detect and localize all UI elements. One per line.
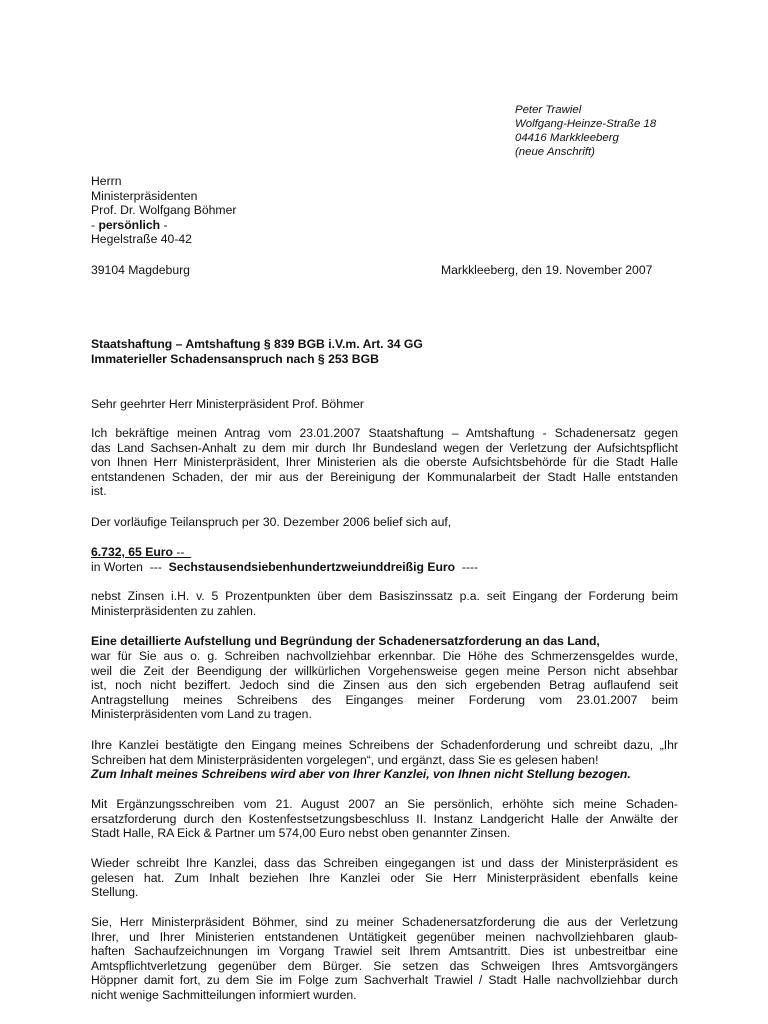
text-line: Schreiben hat dem Ministerpräsidenten vorgelegen“, und ergänzt, dass Sie es gelesen haben! xyxy=(91,752,599,767)
text-line: Ihre Kanzlei bestätigte den Eingang meines Schreibens der Schadenforderung und schreibt dazu, „Ihr xyxy=(91,738,678,752)
text-line: ist, noch nicht beziffert. Jedoch sind die Zinsen aus den sich ergebenden Betrag auflaufend seit xyxy=(91,678,678,693)
amount-words: Sechstausendsiebenhundertzweiunddreißig Euro xyxy=(168,559,456,574)
recipient-address xyxy=(91,174,236,247)
text-line: das Land Sachsen-Anhalt zu dem mir durch Ihr Bundesland wegen der Verletzung der Aufsichtspflicht xyxy=(91,440,678,455)
text-line: haften Sachaufzeichnungen im Vorgang Trawiel seit Ihrem Amtsantritt. Dies ist unbestreitbar eine xyxy=(91,944,678,959)
text-line: Mit Ergänzungsschreiben vom 21. August 2007 an Sie persönlich, erhöhte sich meine Schaden- xyxy=(91,797,678,811)
date-line: Markkleeberg, den 19. November 2007 xyxy=(441,263,653,277)
paragraph-request xyxy=(91,426,678,499)
text-line: Ihrer, und Ihrer Ministerien entstandenen Untätigkeit gegenüber meinen nachvollziehbaren glaub- xyxy=(91,929,678,944)
recipient-street: Hegelstraße 40-42 xyxy=(91,232,192,247)
text-line: ist. xyxy=(91,484,107,499)
text-line: Stadt Halle, RA Eick & Partner um 574,00 Euro nebst oben genannter Zinsen. xyxy=(91,826,511,841)
text-line: Wieder schreibt Ihre Kanzlei, dass das Schreiben eingegangen ist und dass der Ministerpräsident es xyxy=(91,856,678,870)
chancellery-emphasis: Zum Inhalt meines Schreibens wird aber von Ihrer Kanzlei, von Ihnen nicht Stellung bezogen. xyxy=(91,767,631,782)
amount-figure-line xyxy=(91,545,678,560)
claim-intro: Der vorläufige Teilanspruch per 30. Dezember 2006 belief sich auf, xyxy=(91,515,452,529)
subject-line-1: Staatshaftung – Amtshaftung § 839 BGB i.V.m. Art. 34 GG xyxy=(91,337,423,351)
text-line: war für Sie aus o. g. Schreiben nachvollziehbar erkennbar. Die Höhe des Schmerzensgeldes wurde, xyxy=(91,649,678,663)
amount-figure-suffix: -- xyxy=(172,545,192,559)
recipient-office: Ministerpräsidenten xyxy=(91,188,198,203)
text-line: von Ihnen Herr Ministerpräsident, Ihrer Ministerien als die oberste Aufsichtsbehörde für die Stadt Halle xyxy=(91,455,678,470)
text-line: ersatzforderung durch den Kostenfestsetzungsbeschluss II. Instanz Landgericht Halle der Anwälte der xyxy=(91,811,678,826)
text-line: Höppner damit fort, zu dem Sie im Folge zum Sachverhalt Trawiel / Stadt Halle nachvollziehbar durch xyxy=(91,973,678,988)
text-line: Ministerpräsidenten zu zahlen. xyxy=(91,603,257,618)
text-line: Ministerpräsidenten vom Land zu tragen. xyxy=(91,707,312,722)
text-line: Sie, Herr Ministerpräsident Böhmer, sind zu meiner Schadenersatzforderung die aus der Verletzung xyxy=(91,915,678,929)
breakdown-heading xyxy=(91,634,678,649)
text-line: gelesen hat. Zum Inhalt beziehen Ihre Kanzlei oder Sie Herr Ministerpräsident ebenfalls keine xyxy=(91,870,678,885)
personal-suffix: - xyxy=(160,217,168,232)
greeting: Sehr geehrter Herr Ministerpräsident Prof. Böhmer xyxy=(91,397,364,411)
amount-block xyxy=(91,545,678,574)
text-line: Antragstellung meines Schreibens des Einganges meiner Forderung vom 23.01.2007 beim xyxy=(91,692,678,707)
recipient-personal xyxy=(91,218,236,233)
amount-figure: 6.732, 65 Euro xyxy=(91,545,173,559)
subject-line-2: Immaterieller Schadensanspruch nach § 253 BGB xyxy=(91,351,379,366)
text-line: Amtspflichtverletzung gegenüber dem Bürger. Sie setzen das Schweigen Ihres Amtsvorgängers xyxy=(91,958,678,973)
text-line: nebst Zinsen i.H. v. 5 Prozentpunkten über dem Basiszinssatz p.a. seit Eingang der Forderung beim xyxy=(91,589,678,603)
personal-prefix: - xyxy=(91,217,99,232)
text-line: nicht wenige Sachmitteilungen informiert wurden. xyxy=(91,987,357,1002)
text-line: weil die Zeit der Beendigung der willkürlichen Vorgehensweise gegen meine Person nicht absehbar xyxy=(91,663,678,678)
sender-note: (neue Anschrift) xyxy=(515,146,595,158)
sender-address xyxy=(515,103,656,159)
recipient-city: 39104 Magdeburg xyxy=(91,263,190,277)
text-line: entstandenen Schaden, der mir aus der Bereinigung der Kommunalarbeit der Stadt Halle entstanden xyxy=(91,469,678,484)
text-line: Stellung. xyxy=(91,885,139,900)
paragraph-supplement xyxy=(91,797,678,841)
recipient-salutation: Herrn xyxy=(91,174,122,188)
sender-city: 04416 Markkleeberg xyxy=(515,132,619,144)
personal-label: persönlich xyxy=(98,217,161,232)
recipient-name: Prof. Dr. Wolfgang Böhmer xyxy=(91,203,237,218)
amount-words-suffix: ---- xyxy=(455,559,479,574)
breakdown-heading-text: Eine detaillierte Aufstellung und Begründung der Schadenersatzforderung an das Land, xyxy=(91,634,600,648)
amount-words-prefix: in Worten --- xyxy=(91,559,169,574)
paragraph-chancellery xyxy=(91,738,678,782)
paragraph-breakdown xyxy=(91,649,678,722)
subject xyxy=(91,337,423,366)
sender-street: Wolfgang-Heinze-Straße 18 xyxy=(515,118,657,130)
paragraph-interest xyxy=(91,589,678,618)
amount-words-line xyxy=(91,560,678,575)
paragraph-again xyxy=(91,856,678,900)
sender-name: Peter Trawiel xyxy=(515,104,582,116)
paragraph-closing xyxy=(91,915,678,1003)
text-line: Ich bekräftige meinen Antrag vom 23.01.2007 Staatshaftung – Amtshaftung - Schadenersatz gegen xyxy=(91,426,678,440)
